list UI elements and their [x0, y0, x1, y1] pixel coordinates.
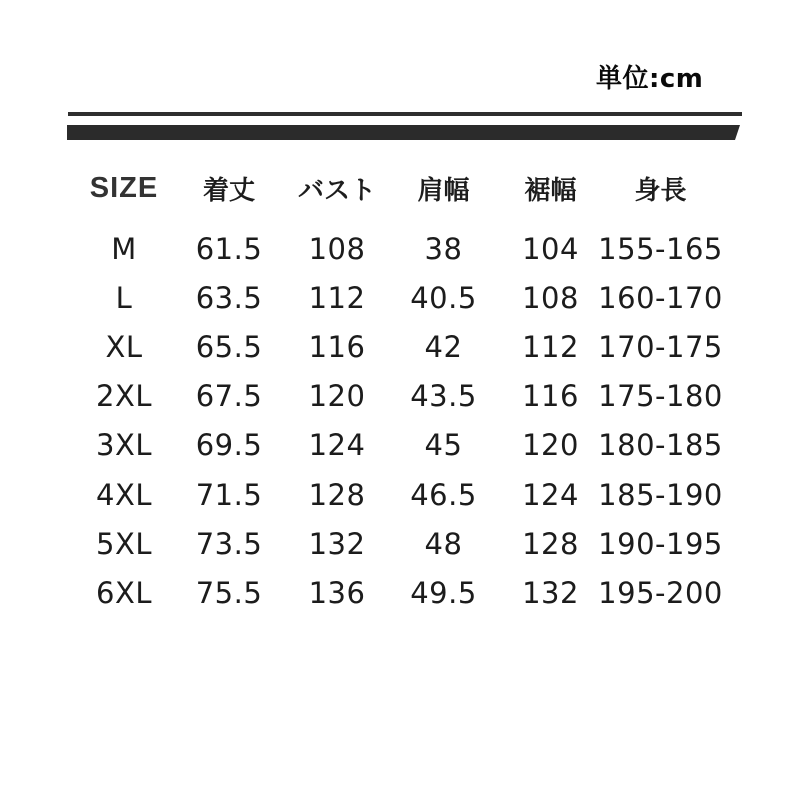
value-cell: 132 [308, 526, 366, 561]
value-cell: 49.5 [410, 575, 477, 610]
value-cell: 42 [424, 329, 463, 364]
value-cell: 104 [522, 231, 579, 266]
value-cell: 132 [522, 575, 579, 610]
value-cell: 38 [424, 231, 463, 266]
value-cell: 175-180 [598, 379, 723, 414]
size-label: 4XL [96, 477, 152, 512]
value-cell: 75.5 [195, 575, 263, 610]
table-row [73, 421, 723, 470]
value-cell: 124 [522, 477, 579, 512]
size-label: M [111, 231, 137, 266]
header-column: 身長 [634, 175, 687, 206]
size-label: 5XL [96, 526, 152, 561]
value-cell: 73.5 [195, 526, 263, 561]
value-cell: 116 [522, 379, 579, 414]
value-cell: 112 [308, 280, 366, 315]
table-body [73, 224, 723, 618]
value-cell: 40.5 [410, 280, 477, 315]
value-cell: 120 [308, 379, 366, 414]
size-label: 3XL [96, 428, 152, 463]
value-cell: 185-190 [598, 477, 723, 512]
table-row [73, 470, 723, 519]
divider-bar-thick [67, 125, 740, 140]
table-row [73, 568, 723, 617]
value-cell: 65.5 [195, 329, 263, 364]
header-column: 肩幅 [417, 175, 470, 206]
value-cell: 195-200 [598, 575, 723, 610]
table-row [73, 372, 723, 421]
value-cell: 67.5 [195, 379, 263, 414]
value-cell: 48 [424, 526, 463, 561]
value-cell: 136 [308, 575, 366, 610]
value-cell: 128 [308, 477, 366, 512]
header-size: SIZE [89, 171, 159, 204]
size-label: XL [105, 329, 143, 364]
value-cell: 108 [308, 231, 366, 266]
value-cell: 120 [522, 428, 579, 463]
table-header-row [73, 168, 716, 208]
value-cell: 170-175 [598, 329, 723, 364]
value-cell: 160-170 [598, 280, 723, 315]
value-cell: 43.5 [410, 379, 477, 414]
value-cell: 108 [522, 280, 579, 315]
header-column: 裾幅 [524, 175, 577, 206]
value-cell: 112 [522, 329, 579, 364]
table-row [73, 273, 723, 322]
divider-bar-thin [68, 112, 742, 116]
size-label: 2XL [96, 379, 152, 414]
value-cell: 128 [522, 526, 579, 561]
value-cell: 190-195 [598, 526, 723, 561]
value-cell: 63.5 [195, 280, 263, 315]
value-cell: 71.5 [195, 477, 263, 512]
table-row [73, 224, 723, 273]
value-cell: 69.5 [195, 428, 263, 463]
table-row [73, 519, 723, 568]
value-cell: 45 [424, 428, 463, 463]
size-label: L [115, 280, 133, 315]
value-cell: 46.5 [410, 477, 477, 512]
unit-label: 単位:cm [596, 64, 704, 94]
value-cell: 124 [308, 428, 366, 463]
value-cell: 61.5 [195, 231, 263, 266]
table-row [73, 322, 723, 371]
value-cell: 180-185 [598, 428, 723, 463]
header-column: バスト [297, 175, 376, 206]
size-label: 6XL [96, 575, 152, 610]
header-column: 着丈 [202, 175, 255, 206]
value-cell: 116 [308, 329, 366, 364]
value-cell: 155-165 [598, 231, 723, 266]
